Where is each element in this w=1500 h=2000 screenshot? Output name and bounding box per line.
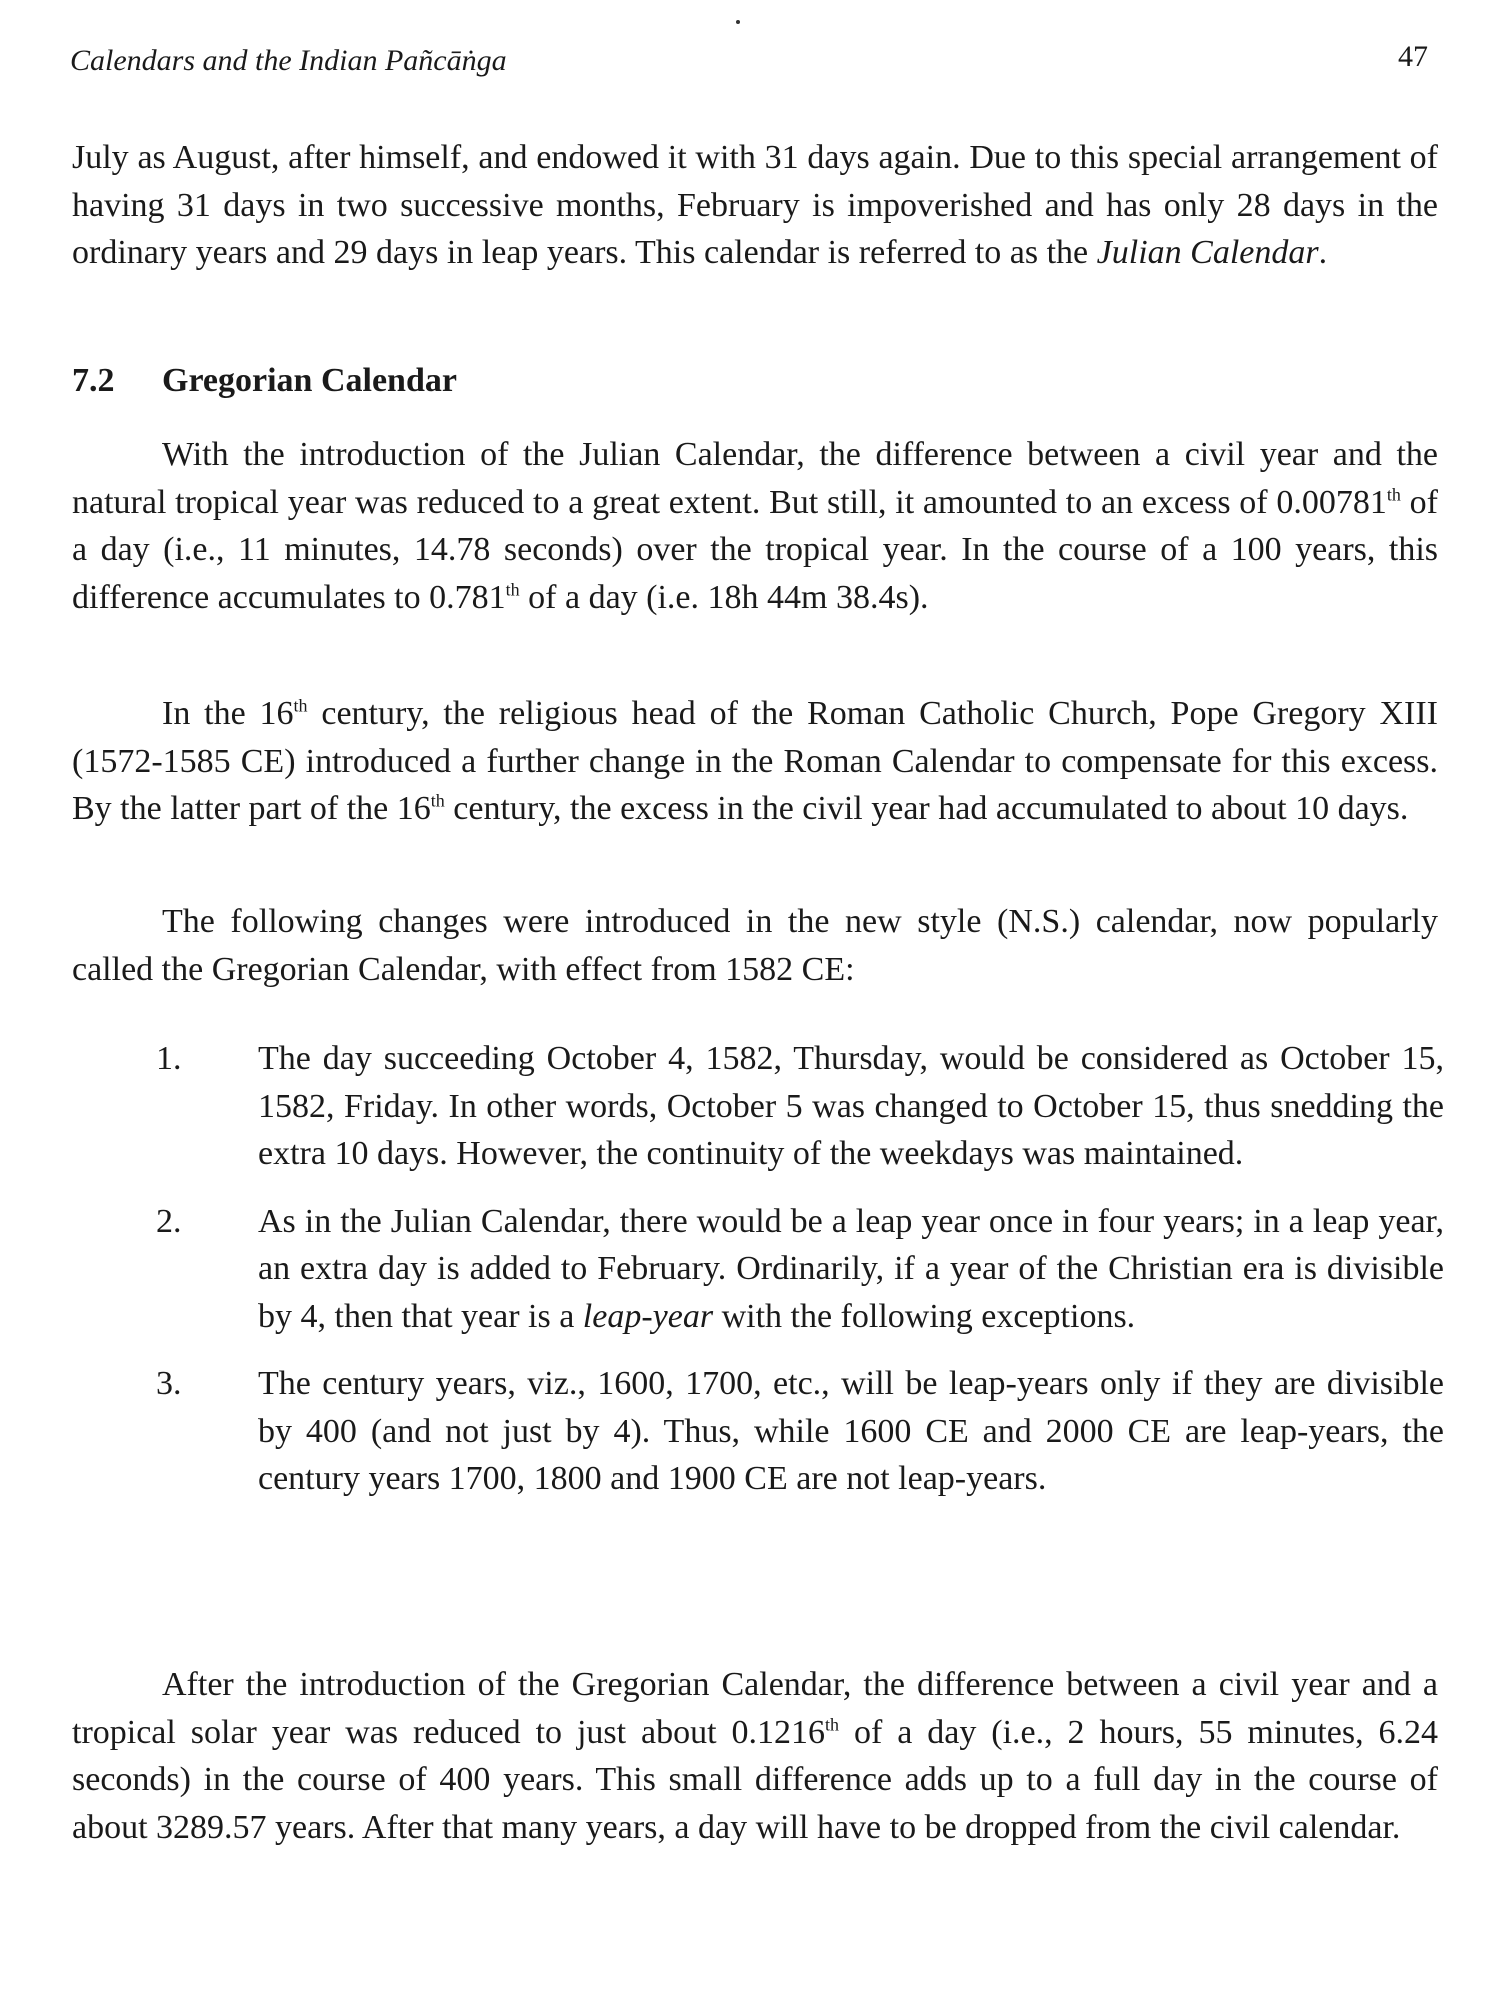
page-number: 47 — [1398, 40, 1428, 73]
paragraph-4 — [72, 1661, 1438, 1851]
para-2-text-a: In the 16 — [162, 695, 294, 732]
para-1-sup-a: th — [1386, 484, 1401, 505]
paragraph-3 — [72, 898, 1438, 993]
section-heading — [72, 362, 457, 400]
print-speck — [736, 20, 740, 24]
list-item-text: As in the Julian Calendar, there would be a leap year once in four years; in a leap year, an extra day is added to February. Ordinarily, if a year of the Christian era is divisible by 4, then that year is a — [258, 1202, 1444, 1335]
list-item — [156, 1360, 1444, 1503]
para-1-text-b: of a day (i.e., 11 minutes, 14.78 seconds) over the tropical year. In the course of a 100 years, this difference accumulates to 0.781 — [72, 483, 1438, 616]
intro-emphasis: Julian Calendar — [1096, 234, 1319, 271]
list-number: 1. — [156, 1040, 182, 1077]
change-list — [156, 1035, 1444, 1503]
paragraph-1 — [72, 431, 1438, 621]
section-title: Gregorian Calendar — [162, 362, 457, 399]
list-item-text: The day succeeding October 4, 1582, Thursday, would be considered as October 15, 1582, Friday. In other words, October 5 was changed to October 15, thus snedding the extra 10 days. However, the continuity of the weekdays was maintained. — [258, 1040, 1444, 1172]
intro-text: July as August, after himself, and endowed it with 31 days again. Due to this special arrangement of having 31 days in two successive months, February is impoverished and has only 28 days in the ordinary years and 29 days in leap years. This calendar is referred to as the — [72, 139, 1438, 271]
para-1-sup-b: th — [505, 579, 520, 600]
list-number: 3. — [156, 1365, 182, 1402]
running-head: Calendars and the Indian Pañcāṅga — [70, 44, 507, 77]
para-2-text-b: century, the religious head of the Roman Catholic Church, Pope Gregory XIII (1572-1585 CE) introduced a further change in the Roman Calendar to compensate for this excess. By the latter part of the 16 — [72, 695, 1439, 827]
paragraph-2 — [72, 690, 1438, 833]
intro-text-end: . — [1318, 234, 1328, 271]
para-2-text-c: century, the excess in the civil year had accumulated to about 10 days. — [444, 790, 1409, 827]
section-number: 7.2 — [72, 362, 115, 399]
list-item — [156, 1035, 1444, 1178]
list-item-text-end: with the following exceptions. — [713, 1297, 1136, 1335]
para-3-text: The following changes were introduced in the new style (N.S.) calendar, now popularly called the Gregorian Calendar, with effect from 1582 CE: — [72, 903, 1438, 988]
para-1-text-a: With the introduction of the Julian Calendar, the difference between a civil year and the natural tropical year was reduced to a great extent. But still, it amounted to an excess of 0.00781 — [72, 436, 1438, 521]
page-header — [70, 40, 1428, 84]
para-2-sup-a: th — [293, 695, 308, 716]
para-4-text-b: of a day (i.e., 2 hours, 55 minutes, 6.24 seconds) in the course of 400 years. This small difference adds up to a full day in the course of about 3289.57 years. After that many years, a day will have to be dropped from the civil calendar. — [72, 1713, 1439, 1846]
list-item — [156, 1198, 1444, 1341]
intro-paragraph — [72, 134, 1438, 277]
para-4-text-a: After the introduction of the Gregorian Calendar, the difference between a civil year and a tropical solar year was reduced to just about 0.1216 — [72, 1666, 1438, 1751]
para-1-text-c: of a day (i.e. 18h 44m 38.4s). — [519, 578, 929, 616]
para-2-sup-b: th — [430, 790, 445, 811]
list-item-text: The century years, viz., 1600, 1700, etc., will be leap-years only if they are divisible by 400 (and not just by 4). Thus, while 1600 CE and 2000 CE are leap-years, the century years 1700, 1800 and 1900 CE are not leap-years. — [258, 1365, 1444, 1497]
list-number: 2. — [156, 1202, 182, 1240]
para-4-sup-a: th — [825, 1714, 840, 1735]
list-item-emphasis: leap-year — [582, 1297, 714, 1335]
